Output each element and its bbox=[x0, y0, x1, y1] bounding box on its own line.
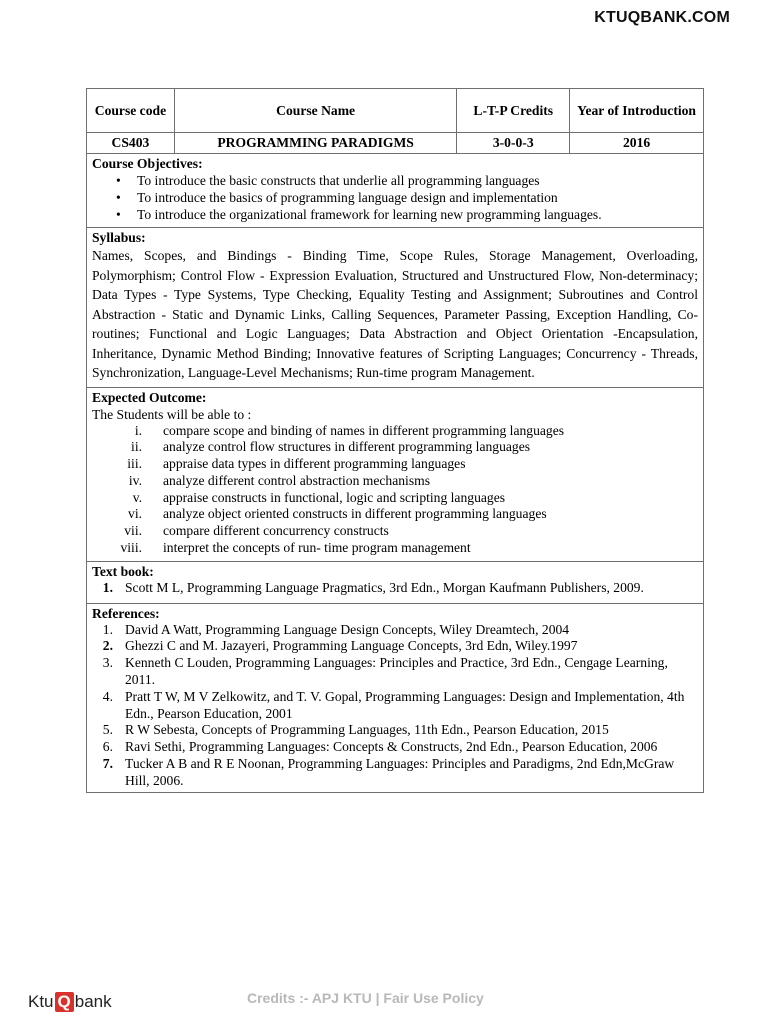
list-item bbox=[92, 689, 698, 723]
item-text: Ravi Sethi, Programming Languages: Concepts & Constructs, 2nd Edn., Pearson Education, 2006 bbox=[125, 739, 658, 755]
textbook-section bbox=[87, 561, 704, 603]
logo-prefix: Ktu bbox=[28, 992, 54, 1011]
objective-text: To introduce the basic constructs that underlie all programming languages bbox=[137, 173, 540, 188]
item-text: compare scope and binding of names in different programming languages bbox=[163, 422, 565, 438]
item-text: interpret the concepts of run- time program management bbox=[163, 540, 471, 556]
list-item bbox=[92, 206, 698, 223]
credits-text: Credits :- APJ KTU | Fair Use Policy bbox=[247, 990, 484, 1006]
year-of-introduction-header: Year of Introduction bbox=[570, 89, 704, 133]
logo-q-icon: Q bbox=[55, 992, 74, 1012]
list-item bbox=[92, 722, 698, 739]
course-table bbox=[86, 88, 704, 793]
course-name: PROGRAMMING PARADIGMS bbox=[174, 133, 456, 154]
syllabus-text: Names, Scopes, and Bindings - Binding Time, Scope Rules, Storage Management, Overloading, Polymorphism; Control Flow - Expression Evaluation, Structured and Unstructured Flow, Non-determinacy; Data Types - Type Systems, Type Checking, Equality Testing and Assignment; Subroutines and Control Abstraction - Static and Dynamic Links, Calling Sequences, Parameter Passing, Exception Handling, Co-routines; Functional and Logic Languages; Data Abstraction and Object Orientation -Encapsulation, Inheritance, Dynamic Method Binding; Innovative features of Scripting Languages; Concurrency - Threads, Synchronization, Language-Level Mechanisms; Run-time program Management. bbox=[92, 248, 698, 380]
course-code: CS403 bbox=[87, 133, 175, 154]
item-number: i. bbox=[134, 422, 142, 438]
site-brand: KTUQBANK.COM bbox=[594, 9, 730, 26]
list-item bbox=[92, 439, 698, 456]
list-item bbox=[92, 189, 698, 206]
list-item bbox=[92, 638, 698, 655]
list-item bbox=[92, 540, 698, 557]
references-title: References: bbox=[92, 605, 160, 621]
item-text: appraise data types in different programming languages bbox=[163, 456, 466, 472]
references-list bbox=[92, 622, 698, 790]
item-text: Ghezzi C and M. Jazayeri, Programming Language Concepts, 3rd Edn, Wiley.1997 bbox=[125, 638, 578, 654]
outcome-list bbox=[92, 423, 698, 557]
item-number: 3. bbox=[102, 655, 113, 671]
objectives-title: Course Objectives: bbox=[92, 156, 203, 171]
item-number: vi. bbox=[128, 506, 142, 522]
item-number: viii. bbox=[120, 540, 142, 556]
item-text: appraise constructs in functional, logic and scripting languages bbox=[163, 489, 506, 505]
item-number: 1. bbox=[102, 621, 113, 637]
objective-text: To introduce the basics of programming language design and implementation bbox=[137, 190, 558, 205]
item-number: 2. bbox=[102, 638, 113, 654]
item-number: v. bbox=[132, 489, 142, 505]
list-item bbox=[92, 456, 698, 473]
item-number: 4. bbox=[102, 688, 113, 704]
bullet-icon: • bbox=[116, 173, 121, 188]
syllabus-section bbox=[87, 228, 704, 388]
list-item bbox=[92, 580, 698, 597]
item-text: R W Sebesta, Concepts of Programming Languages, 11th Edn., Pearson Education, 2015 bbox=[125, 722, 609, 738]
logo-suffix: bank bbox=[74, 992, 112, 1011]
course-name-header: Course Name bbox=[174, 89, 456, 133]
item-text: Tucker A B and R E Noonan, Programming Languages: Principles and Paradigms, 2nd Edn,McGraw Hill, 2006. bbox=[125, 756, 675, 788]
bullet-icon: • bbox=[116, 207, 121, 222]
course-info-row bbox=[87, 133, 704, 154]
ltp-credits-header: L-T-P Credits bbox=[457, 89, 570, 133]
objectives-section bbox=[87, 154, 704, 228]
list-item bbox=[92, 756, 698, 790]
item-text: Kenneth C Louden, Programming Languages: Principles and Practice, 3rd Edn., Cengage Learning, 2011. bbox=[125, 655, 668, 688]
list-item bbox=[92, 506, 698, 523]
objective-text: To introduce the organizational framework for learning new programming languages. bbox=[137, 207, 602, 222]
references-section bbox=[87, 603, 704, 792]
objectives-list bbox=[92, 172, 698, 223]
textbook-title: Text book: bbox=[92, 563, 154, 579]
item-number: vii. bbox=[124, 523, 142, 539]
outcome-title: Expected Outcome: bbox=[92, 389, 207, 405]
item-number: iii. bbox=[127, 456, 142, 472]
item-text: analyze object oriented constructs in different programming languages bbox=[163, 506, 547, 522]
item-text: compare different concurrency constructs bbox=[163, 523, 389, 539]
bullet-icon: • bbox=[116, 190, 121, 205]
ltp-credits: 3-0-0-3 bbox=[457, 133, 570, 154]
list-item bbox=[92, 523, 698, 540]
outcome-intro: The Students will be able to : bbox=[92, 406, 252, 422]
item-number: 7. bbox=[102, 756, 113, 772]
list-item bbox=[92, 490, 698, 507]
item-text: Pratt T W, M V Zelkowitz, and T. V. Gopal, Programming Languages: Design and Implementation, 4th Edn., Pearson Education, 2001 bbox=[125, 688, 685, 721]
list-item bbox=[92, 739, 698, 756]
list-item bbox=[92, 172, 698, 189]
item-number: ii. bbox=[131, 439, 142, 455]
item-text: analyze different control abstraction mechanisms bbox=[163, 472, 430, 488]
item-text: analyze control flow structures in different programming languages bbox=[163, 439, 531, 455]
item-number: 5. bbox=[102, 722, 113, 738]
list-item bbox=[92, 622, 698, 639]
syllabus-title: Syllabus: bbox=[92, 230, 146, 245]
course-code-header: Course code bbox=[87, 89, 175, 133]
header-row bbox=[87, 89, 704, 133]
list-item bbox=[92, 655, 698, 689]
year-of-introduction: 2016 bbox=[570, 133, 704, 154]
textbook-list bbox=[92, 580, 698, 597]
ktuqbank-logo bbox=[28, 992, 112, 1012]
item-number: 6. bbox=[102, 739, 113, 755]
item-text: Scott M L, Programming Language Pragmatics, 3rd Edn., Morgan Kaufmann Publishers, 2009. bbox=[125, 579, 644, 595]
item-number: iv. bbox=[128, 472, 142, 488]
list-item bbox=[92, 473, 698, 490]
item-number: 1. bbox=[102, 579, 113, 595]
outcome-section bbox=[87, 387, 704, 561]
list-item bbox=[92, 423, 698, 440]
item-text: David A Watt, Programming Language Design Concepts, Wiley Dreamtech, 2004 bbox=[125, 621, 570, 637]
